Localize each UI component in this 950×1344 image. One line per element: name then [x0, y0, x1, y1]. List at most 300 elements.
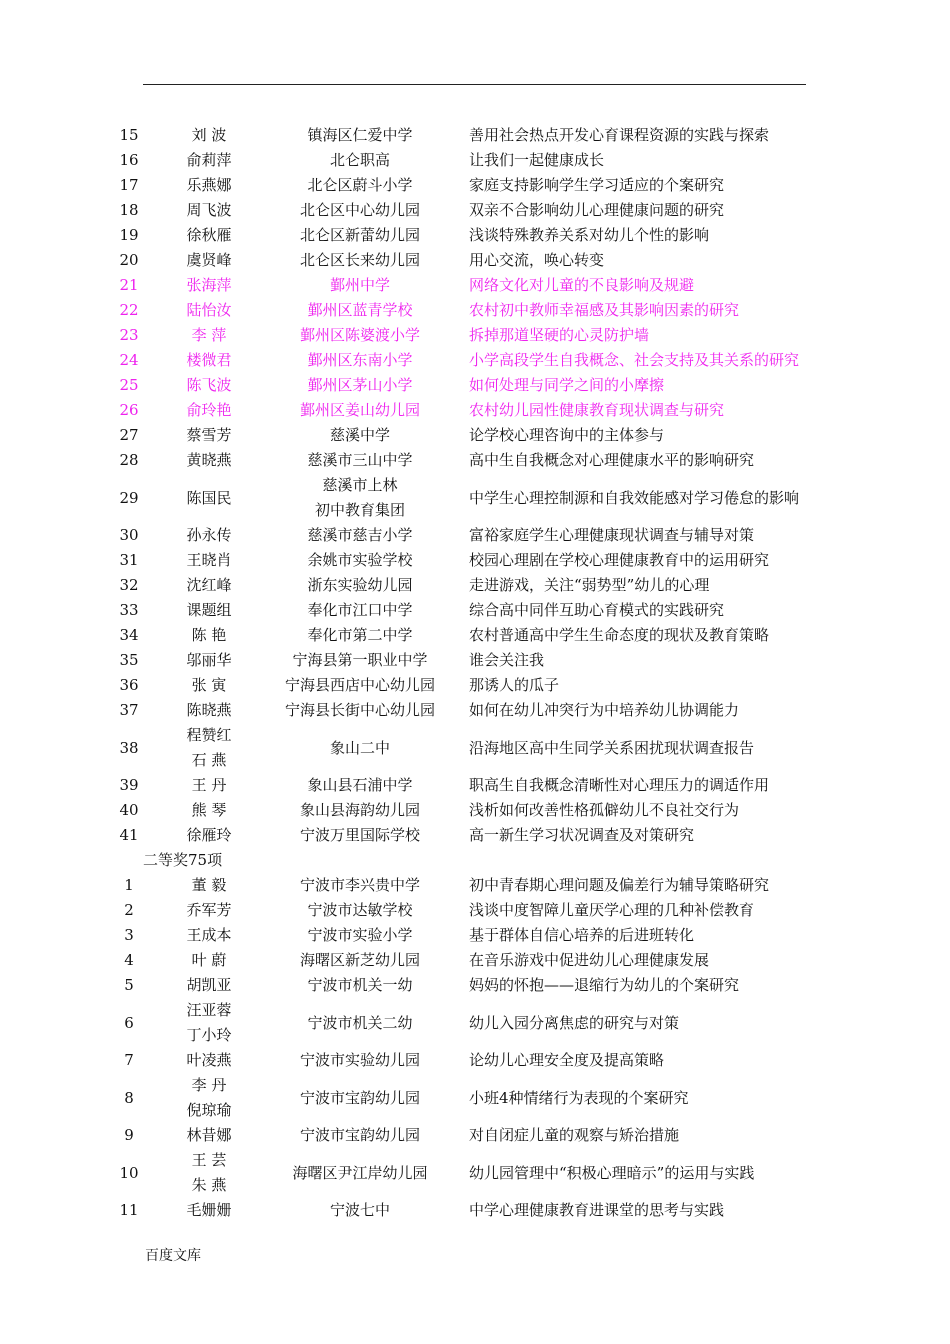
paper-title	[469, 898, 939, 923]
table-row	[0, 248, 950, 273]
school-name	[262, 998, 458, 1048]
school-name-line: 宁波市机关一幼	[307, 976, 413, 994]
row-number	[100, 523, 158, 548]
school-name	[262, 898, 458, 923]
school-name	[262, 548, 458, 573]
author-name-line: 石 燕	[191, 751, 227, 769]
school-name	[262, 173, 458, 198]
author-name-line: 王晓肖	[186, 551, 232, 569]
row-number	[100, 1048, 158, 1073]
paper-title	[469, 698, 939, 723]
school-name	[262, 648, 458, 673]
row-number-text: 25	[119, 376, 139, 394]
author-name-line: 汪亚蓉	[186, 1001, 232, 1019]
author-name-line: 黄晓燕	[186, 451, 232, 469]
table-row	[0, 923, 950, 948]
school-name-line: 象山县海韵幼儿园	[299, 801, 420, 819]
row-number	[100, 473, 158, 523]
paper-title-text: 幼儿入园分离焦虑的研究与对策	[469, 1013, 680, 1032]
row-number	[100, 998, 158, 1048]
row-number-text: 24	[119, 351, 139, 369]
paper-title	[469, 623, 939, 648]
row-number	[100, 723, 158, 773]
row-number-text: 11	[119, 1201, 139, 1219]
author-name-line: 毛姗姗	[186, 1201, 232, 1219]
school-name-line: 浙东实验幼儿园	[307, 576, 413, 594]
author-name	[165, 198, 253, 223]
table-row	[0, 173, 950, 198]
row-number	[100, 973, 158, 998]
school-name	[262, 923, 458, 948]
table-row	[0, 623, 950, 648]
row-number-text: 6	[124, 1013, 134, 1032]
paper-title	[469, 573, 939, 598]
row-number	[100, 198, 158, 223]
school-name-line: 宁波万里国际学校	[299, 826, 420, 844]
author-name	[165, 423, 253, 448]
row-number-text: 36	[119, 676, 139, 694]
school-name-line: 初中教育集团	[314, 501, 405, 519]
author-name	[165, 1073, 253, 1123]
school-name-line: 鄞州中学	[329, 276, 390, 294]
table-row	[0, 473, 950, 523]
paper-title-text: 农村幼儿园性健康教育现状调查与研究	[469, 401, 725, 419]
paper-title-text: 浅谈中度智障儿童厌学心理的几种补偿教育	[469, 901, 755, 919]
school-name-line: 奉化市江口中学	[307, 601, 413, 619]
author-name-line: 李 萍	[191, 326, 227, 344]
school-name	[262, 1198, 458, 1223]
author-name	[165, 1148, 253, 1198]
row-number	[100, 1073, 158, 1123]
row-number-text: 29	[119, 488, 139, 507]
paper-title-text: 家庭支持影响学生学习适应的个案研究	[469, 176, 725, 194]
author-name	[165, 873, 253, 898]
school-name	[262, 448, 458, 473]
table-row	[0, 423, 950, 448]
school-name	[262, 323, 458, 348]
school-name	[262, 198, 458, 223]
paper-title	[469, 148, 939, 173]
row-number-text: 32	[119, 576, 139, 594]
author-name-line: 刘 波	[191, 126, 227, 144]
author-name	[165, 998, 253, 1048]
table-row	[0, 548, 950, 573]
author-name	[165, 323, 253, 348]
row-number	[100, 598, 158, 623]
author-name-line: 蔡雪芳	[186, 426, 232, 444]
author-name-line: 朱 燕	[191, 1176, 227, 1194]
row-number-text: 1	[124, 876, 134, 894]
author-name-line: 沈红峰	[186, 576, 232, 594]
paper-title	[469, 648, 939, 673]
author-name	[165, 898, 253, 923]
row-number	[100, 148, 158, 173]
author-name-line: 林昔娜	[186, 1126, 232, 1144]
row-number-text: 4	[124, 951, 134, 969]
first-prize-rows	[0, 123, 950, 848]
second-prize-rows	[0, 873, 950, 1223]
school-name-line: 鄞州区茅山小学	[307, 376, 413, 394]
row-number	[100, 1123, 158, 1148]
author-name	[165, 773, 253, 798]
author-name	[165, 548, 253, 573]
paper-title	[469, 1123, 939, 1148]
row-number-text: 39	[119, 776, 139, 794]
paper-title-text: 双亲不合影响幼儿心理健康问题的研究	[469, 201, 725, 219]
paper-title-text: 小班4种情绪行为表现的个案研究	[469, 1088, 689, 1107]
paper-title-text: 农村初中教师幸福感及其影响因素的研究	[469, 301, 740, 319]
school-name	[262, 348, 458, 373]
school-name	[262, 798, 458, 823]
author-name	[165, 398, 253, 423]
paper-title	[469, 373, 939, 398]
author-name-line: 陈国民	[186, 488, 232, 507]
author-name	[165, 123, 253, 148]
row-number	[100, 1148, 158, 1198]
paper-title-text: 中学生心理控制源和自我效能感对学习倦怠的影响	[469, 488, 800, 507]
school-name-line: 慈溪市上林	[322, 476, 398, 494]
school-name	[262, 698, 458, 723]
author-name	[165, 273, 253, 298]
paper-title-text: 中学心理健康教育进课堂的思考与实践	[469, 1201, 725, 1219]
author-name	[165, 473, 253, 523]
paper-title	[469, 948, 939, 973]
row-number-text: 27	[119, 426, 139, 444]
author-name-line: 张海萍	[186, 276, 232, 294]
award-table	[0, 123, 950, 1223]
school-name-line: 宁海县第一职业中学	[292, 651, 428, 669]
paper-title-text: 谁会关注我	[469, 651, 545, 669]
paper-title-text: 富裕家庭学生心理健康现状调查与辅导对策	[469, 526, 755, 544]
row-number	[100, 123, 158, 148]
paper-title	[469, 873, 939, 898]
table-row	[0, 1123, 950, 1148]
table-row	[0, 798, 950, 823]
table-row	[0, 323, 950, 348]
author-name-line: 徐雁玲	[186, 826, 232, 844]
paper-title-text: 善用社会热点开发心育课程资源的实践与探索	[469, 126, 770, 144]
school-name-line: 宁海县长街中心幼儿园	[284, 701, 435, 719]
school-name	[262, 723, 458, 773]
author-name-line: 叶凌燕	[186, 1051, 232, 1069]
table-row	[0, 1198, 950, 1223]
row-number	[100, 773, 158, 798]
school-name	[262, 423, 458, 448]
school-name-line: 宁波市实验幼儿园	[299, 1051, 420, 1069]
author-name	[165, 248, 253, 273]
table-row	[0, 1048, 950, 1073]
table-row	[0, 148, 950, 173]
author-name	[165, 723, 253, 773]
school-name	[262, 373, 458, 398]
row-number	[100, 223, 158, 248]
table-row	[0, 123, 950, 148]
row-number-text: 2	[124, 901, 134, 919]
author-name	[165, 1198, 253, 1223]
school-name-line: 象山二中	[329, 738, 390, 757]
author-name-line: 陈 艳	[191, 626, 227, 644]
author-name-line: 乐燕娜	[186, 176, 232, 194]
school-name	[262, 948, 458, 973]
author-name-line: 俞玲艳	[186, 401, 232, 419]
row-number-text: 10	[119, 1163, 139, 1182]
paper-title-text: 网络文化对儿童的不良影响及规避	[469, 276, 695, 294]
author-name-line: 徐秋雁	[186, 226, 232, 244]
school-name-line: 北仑区长来幼儿园	[299, 251, 420, 269]
paper-title	[469, 1048, 939, 1073]
row-number-text: 28	[119, 451, 139, 469]
school-name-line: 北仑区中心幼儿园	[299, 201, 420, 219]
school-name-line: 海曙区新芝幼儿园	[299, 951, 420, 969]
paper-title-text: 用心交流，唤心转变	[469, 251, 605, 269]
paper-title-text: 在音乐游戏中促进幼儿心理健康发展	[469, 951, 710, 969]
row-number	[100, 1198, 158, 1223]
paper-title	[469, 723, 939, 773]
row-number-text: 33	[119, 601, 139, 619]
school-name-line: 宁波七中	[329, 1201, 390, 1219]
school-name	[262, 773, 458, 798]
row-number-text: 31	[119, 551, 139, 569]
paper-title-text: 高一新生学习状况调查及对策研究	[469, 826, 695, 844]
school-name	[262, 673, 458, 698]
row-number	[100, 823, 158, 848]
author-name	[165, 173, 253, 198]
row-number-text: 7	[124, 1051, 134, 1069]
school-name-line: 象山县石浦中学	[307, 776, 413, 794]
paper-title	[469, 598, 939, 623]
row-number-text: 19	[119, 226, 139, 244]
paper-title-text: 妈妈的怀抱——退缩行为幼儿的个案研究	[469, 976, 740, 994]
author-name-line: 陆怡汝	[186, 301, 232, 319]
author-name	[165, 523, 253, 548]
paper-title	[469, 673, 939, 698]
author-name-line: 胡凯亚	[186, 976, 232, 994]
row-number-text: 35	[119, 651, 139, 669]
author-name	[165, 1048, 253, 1073]
school-name-line: 奉化市第二中学	[307, 626, 413, 644]
school-name-line: 北仑区新蕾幼儿园	[299, 226, 420, 244]
author-name-line: 虞贤峰	[186, 251, 232, 269]
row-number	[100, 423, 158, 448]
paper-title	[469, 823, 939, 848]
school-name	[262, 873, 458, 898]
table-row	[0, 673, 950, 698]
school-name-line: 宁波市宝韵幼儿园	[299, 1088, 420, 1107]
school-name-line: 慈溪市三山中学	[307, 451, 413, 469]
row-number	[100, 448, 158, 473]
footer-label: 百度文库	[145, 1248, 201, 1264]
table-row	[0, 723, 950, 773]
paper-title-text: 浅谈特殊教养关系对幼儿个性的影响	[469, 226, 710, 244]
author-name-line: 张 寅	[191, 676, 227, 694]
author-name-line: 陈晓燕	[186, 701, 232, 719]
table-row	[0, 273, 950, 298]
paper-title-text: 论幼儿心理安全度及提高策略	[469, 1051, 665, 1069]
paper-title-text: 论学校心理咨询中的主体参与	[469, 426, 665, 444]
author-name-line: 熊 琴	[191, 801, 227, 819]
paper-title-text: 基于群体自信心培养的后进班转化	[469, 926, 695, 944]
paper-title-text: 校园心理剧在学校心理健康教育中的运用研究	[469, 551, 770, 569]
author-name	[165, 598, 253, 623]
school-name	[262, 523, 458, 548]
row-number-text: 34	[119, 626, 139, 644]
school-name	[262, 473, 458, 523]
row-number-text: 22	[119, 301, 139, 319]
author-name-line: 俞莉萍	[186, 151, 232, 169]
school-name-line: 宁波市机关二幼	[307, 1013, 413, 1032]
row-number	[100, 698, 158, 723]
row-number-text: 37	[119, 701, 139, 719]
row-number-text: 15	[119, 126, 139, 144]
school-name	[262, 598, 458, 623]
school-name	[262, 1123, 458, 1148]
header-rule	[143, 84, 806, 85]
paper-title	[469, 348, 939, 373]
table-row	[0, 948, 950, 973]
paper-title	[469, 423, 939, 448]
row-number-text: 40	[119, 801, 139, 819]
row-number-text: 9	[124, 1126, 134, 1144]
row-number	[100, 248, 158, 273]
school-name	[262, 248, 458, 273]
paper-title-text: 小学高段学生自我概念、社会支持及其关系的研究	[469, 351, 800, 369]
author-name-line: 周飞波	[186, 201, 232, 219]
author-name-line: 王 丹	[191, 776, 227, 794]
school-name-line: 慈溪市慈吉小学	[307, 526, 413, 544]
author-name	[165, 923, 253, 948]
paper-title-text: 拆掉那道坚硬的心灵防护墙	[469, 326, 650, 344]
row-number-text: 38	[119, 738, 139, 757]
paper-title-text: 那诱人的瓜子	[469, 676, 560, 694]
school-name-line: 鄞州区姜山幼儿园	[299, 401, 420, 419]
row-number	[100, 898, 158, 923]
table-row	[0, 373, 950, 398]
row-number	[100, 323, 158, 348]
author-name	[165, 798, 253, 823]
author-name	[165, 948, 253, 973]
row-number	[100, 873, 158, 898]
paper-title	[469, 1073, 939, 1123]
author-name	[165, 698, 253, 723]
school-name-line: 镇海区仁爱中学	[307, 126, 413, 144]
table-row	[0, 1073, 950, 1123]
school-name-line: 鄞州区东南小学	[307, 351, 413, 369]
table-row	[0, 348, 950, 373]
second-prize-heading	[0, 848, 950, 873]
school-name-line: 宁波市宝韵幼儿园	[299, 1126, 420, 1144]
author-name	[165, 573, 253, 598]
author-name-line: 王 芸	[191, 1151, 227, 1169]
school-name	[262, 123, 458, 148]
section-label: 二等奖75项	[143, 851, 223, 869]
paper-title-text: 对自闭症儿童的观察与矫治措施	[469, 1126, 680, 1144]
school-name	[262, 1148, 458, 1198]
paper-title	[469, 998, 939, 1048]
table-row	[0, 298, 950, 323]
school-name	[262, 1073, 458, 1123]
paper-title	[469, 448, 939, 473]
paper-title-text: 高中生自我概念对心理健康水平的影响研究	[469, 451, 755, 469]
paper-title-text: 职高生自我概念清晰性对心理压力的调适作用	[469, 776, 770, 794]
paper-title	[469, 398, 939, 423]
paper-title-text: 初中青春期心理问题及偏差行为辅导策略研究	[469, 876, 770, 894]
school-name	[262, 398, 458, 423]
paper-title	[469, 173, 939, 198]
row-number-text: 5	[124, 976, 134, 994]
paper-title	[469, 223, 939, 248]
paper-title	[469, 798, 939, 823]
author-name-line: 楼微君	[186, 351, 232, 369]
paper-title	[469, 548, 939, 573]
author-name-line: 王成本	[186, 926, 232, 944]
school-name-line: 鄞州区蓝青学校	[307, 301, 413, 319]
row-number	[100, 948, 158, 973]
row-number	[100, 923, 158, 948]
author-name	[165, 298, 253, 323]
row-number	[100, 348, 158, 373]
school-name-line: 宁海县西店中心幼儿园	[284, 676, 435, 694]
table-row	[0, 598, 950, 623]
table-row	[0, 523, 950, 548]
row-number-text: 41	[119, 826, 139, 844]
paper-title	[469, 1198, 939, 1223]
school-name-line: 宁波市李兴贵中学	[299, 876, 420, 894]
row-number-text: 30	[119, 526, 139, 544]
table-row	[0, 448, 950, 473]
row-number-text: 16	[119, 151, 139, 169]
author-name	[165, 623, 253, 648]
row-number-text: 17	[119, 176, 139, 194]
paper-title	[469, 123, 939, 148]
table-row	[0, 1148, 950, 1198]
school-name	[262, 823, 458, 848]
school-name-line: 鄞州区陈婆渡小学	[299, 326, 420, 344]
school-name-line: 余姚市实验学校	[307, 551, 413, 569]
paper-title-text: 农村普通高中学生生命态度的现状及教育策略	[469, 626, 770, 644]
row-number	[100, 673, 158, 698]
school-name	[262, 1048, 458, 1073]
author-name-line: 孙永传	[186, 526, 232, 544]
author-name-line: 董 毅	[191, 876, 227, 894]
author-name	[165, 648, 253, 673]
row-number-text: 18	[119, 201, 139, 219]
school-name	[262, 973, 458, 998]
table-row	[0, 398, 950, 423]
school-name	[262, 298, 458, 323]
paper-title	[469, 473, 939, 523]
school-name	[262, 573, 458, 598]
paper-title-text: 沿海地区高中生同学关系困扰现状调查报告	[469, 738, 755, 757]
author-name-line: 李 丹	[191, 1076, 227, 1094]
paper-title	[469, 1148, 939, 1198]
author-name	[165, 148, 253, 173]
author-name	[165, 373, 253, 398]
author-name	[165, 348, 253, 373]
table-row	[0, 698, 950, 723]
paper-title	[469, 298, 939, 323]
author-name-line: 课题组	[186, 601, 232, 619]
row-number	[100, 173, 158, 198]
paper-title	[469, 248, 939, 273]
paper-title-text: 综合高中同伴互助心育模式的实践研究	[469, 601, 725, 619]
author-name	[165, 973, 253, 998]
table-row	[0, 773, 950, 798]
row-number-text: 20	[119, 251, 139, 269]
author-name	[165, 823, 253, 848]
school-name-line: 海曙区尹江岸幼儿园	[292, 1163, 428, 1182]
author-name-line: 邬丽华	[186, 651, 232, 669]
row-number	[100, 398, 158, 423]
